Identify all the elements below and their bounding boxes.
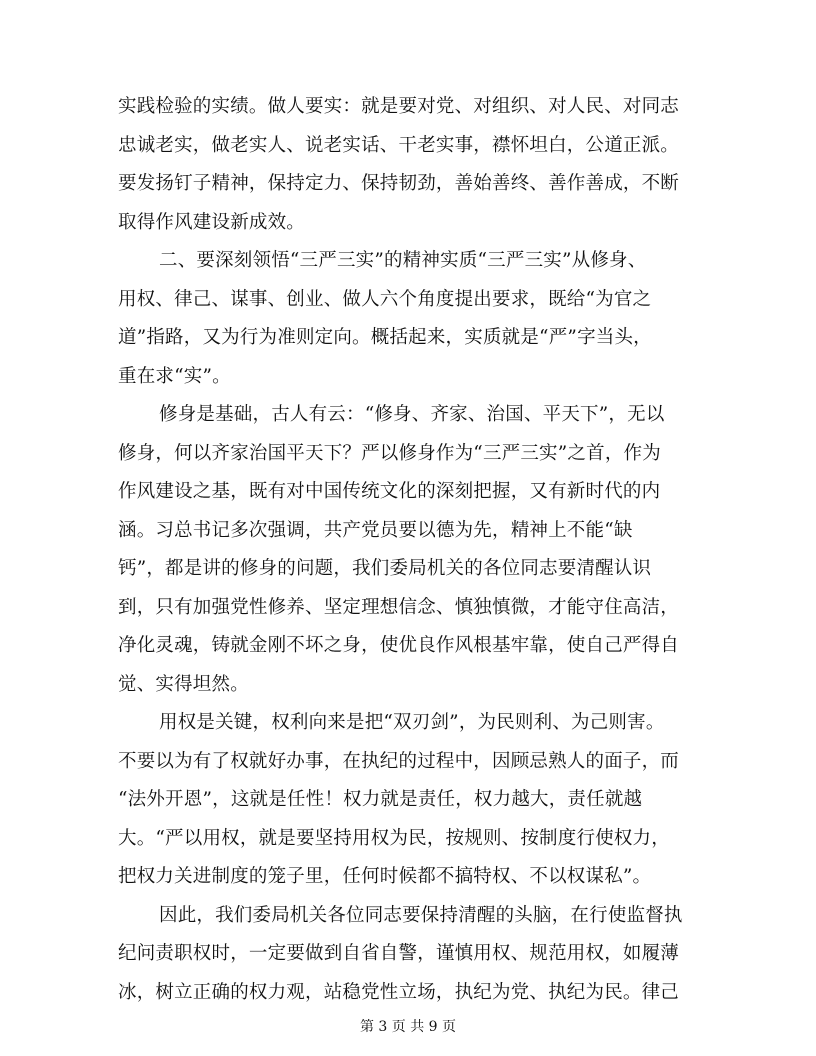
footer-prefix: 第 (359, 1019, 374, 1035)
text-line: 要发扬钉子精神，保持定力、保持韧劲，善始善终、善作善成，不断 (118, 173, 680, 194)
text-line: 把权力关进制度的笼子里，任何时候都不搞特权、不以权谋私”。 (118, 866, 652, 887)
paragraph-start-line: 用权是关键，权利向来是把“双刃剑”，为民则利、为己则害。 (159, 712, 665, 733)
text-line: 纪问责职权时，一定要做到自省自警，谨慎用权、规范用权，如履薄 (118, 943, 680, 964)
current-page-number: 3 (378, 1019, 388, 1035)
text-line: 净化灵魂，铸就金刚不坏之身，使优良作风根基牢靠，使自己严得自 (118, 635, 680, 656)
text-line: 觉、实得坦然。 (118, 673, 249, 695)
paragraph-start-line: 二、要深刻领悟“三严三实”的精神实质“三严三实”从修身、 (159, 250, 647, 271)
text-line: 涵。习总书记多次强调，共产党员要以德为先，精神上不能“缺 (118, 519, 633, 541)
body-text (118, 88, 698, 1012)
paragraph-start-line: 修身是基础，古人有云：“修身、齐家、治国、平天下”，无以 (159, 404, 665, 425)
text-line: 到，只有加强党性修养、坚定理想信念、慎独慎微，才能守住高洁， (118, 596, 680, 618)
text-line: 道”指路，又为行为准则定向。概括起来，实质就是“严”字当头， (118, 327, 652, 348)
text-line: 大。“严以用权，就是要坚持用权为民，按规则、按制度行使权力， (118, 827, 670, 849)
text-line: 修身，何以齐家治国平天下？严以修身作为“三严三实”之首，作为 (118, 442, 661, 464)
text-line: 实践检验的实绩。做人要实：就是要对党、对组织、对人民、对同志 (118, 96, 680, 117)
text-line: 重在求“实”。 (118, 365, 231, 387)
text-line: 忠诚老实，做老实人、说老实话、干老实事，襟怀坦白，公道正派。 (118, 134, 680, 156)
text-line: 取得作风建设新成效。 (118, 211, 306, 233)
paragraph-start-line: 因此，我们委局机关各位同志要保持清醒的头脑，在行使监督执 (159, 904, 683, 926)
text-line: 钙”，都是讲的修身的问题，我们委局机关的各位同志要清醒认识 (118, 558, 652, 579)
footer-suffix: 页 (442, 1019, 457, 1035)
text-line: 不要以为有了权就好办事，在执纪的过程中，因顾忌熟人的面子，而 (118, 750, 680, 772)
text-line: 用权、律己、谋事、创业、做人六个角度提出要求，既给“为官之 (118, 288, 652, 310)
total-pages-number: 9 (428, 1019, 438, 1035)
footer-middle: 页 共 (391, 1019, 425, 1035)
text-line: 作风建设之基，既有对中国传统文化的深刻把握，又有新时代的内 (118, 481, 661, 502)
page-footer (0, 1018, 816, 1036)
text-line: 冰，树立正确的权力观，站稳党性立场，执纪为党、执纪为民。律己 (118, 981, 680, 1003)
text-line: “法外开恩”，这就是任性！权力就是责任，权力越大，责任就越 (118, 789, 643, 810)
